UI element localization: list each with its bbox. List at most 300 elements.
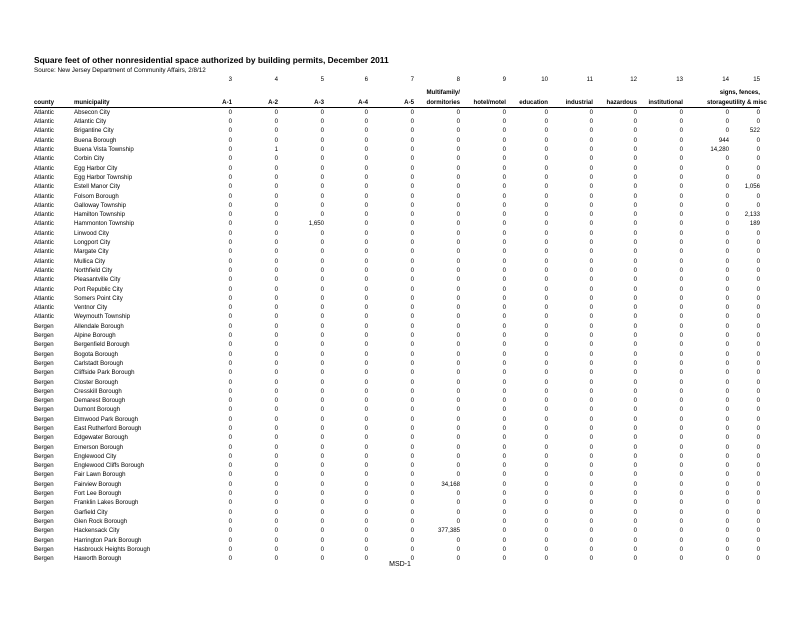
cell-county: Bergen: [34, 490, 54, 498]
cell-a4: 0: [364, 257, 368, 265]
cell-a4: 0: [364, 424, 368, 432]
cell-county: Atlantic: [34, 220, 54, 228]
cell-storage: 0: [725, 387, 729, 395]
cell-hotel: 0: [502, 434, 506, 442]
cell-municipality: Englewood City: [74, 452, 117, 460]
cell-multifamily: 0: [456, 341, 460, 349]
cell-a2: 1: [274, 146, 278, 154]
cell-a5: 0: [410, 201, 414, 209]
cell-a5: 0: [410, 257, 414, 265]
table-row: [34, 545, 760, 554]
cell-municipality: Hammonton Township: [74, 220, 135, 228]
cell-multifamily: 0: [456, 136, 460, 144]
cell-signs: 0: [756, 332, 760, 340]
cell-municipality: Hamilton Township: [74, 211, 126, 219]
cell-a4: 0: [364, 118, 368, 126]
cell-multifamily: 0: [456, 108, 460, 116]
cell-a4: 0: [364, 183, 368, 191]
cell-signs: 0: [756, 276, 760, 284]
column-number: 9: [502, 76, 506, 83]
header-a2: A-2: [232, 98, 278, 108]
cell-a2: 0: [274, 443, 278, 451]
cell-storage: 0: [725, 108, 729, 116]
cell-a1: 0: [228, 480, 232, 488]
cell-a5: 0: [410, 527, 414, 535]
cell-hotel: 0: [502, 350, 506, 358]
cell-a1: 0: [228, 499, 232, 507]
cell-a2: 0: [274, 471, 278, 479]
cell-a1: 0: [228, 118, 232, 126]
cell-hazardous: 0: [633, 183, 637, 191]
cell-institutional: 0: [679, 155, 683, 163]
cell-a4: 0: [364, 276, 368, 284]
cell-a4: 0: [364, 285, 368, 293]
cell-institutional: 0: [679, 108, 683, 116]
cell-hazardous: 0: [633, 527, 637, 535]
cell-education: 0: [544, 313, 548, 321]
cell-a4: 0: [364, 555, 368, 563]
cell-hazardous: 0: [633, 136, 637, 144]
cell-hotel: 0: [502, 397, 506, 405]
column-number: 13: [676, 76, 683, 83]
cell-industrial: 0: [589, 378, 593, 386]
cell-county: Bergen: [34, 527, 54, 535]
cell-a2: 0: [274, 397, 278, 405]
cell-signs: 0: [756, 136, 760, 144]
cell-multifamily: 0: [456, 285, 460, 293]
cell-hazardous: 0: [633, 341, 637, 349]
cell-a1: 0: [228, 452, 232, 460]
cell-a1: 0: [228, 248, 232, 256]
cell-county: Bergen: [34, 424, 54, 432]
cell-municipality: Closter Borough: [74, 378, 119, 386]
cell-municipality: Egg Harbor Township: [74, 173, 133, 181]
cell-signs: 0: [756, 164, 760, 172]
cell-education: 0: [544, 350, 548, 358]
cell-storage: 0: [725, 406, 729, 414]
cell-education: 0: [544, 462, 548, 470]
cell-a5: 0: [410, 322, 414, 330]
cell-education: 0: [544, 155, 548, 163]
cell-county: Atlantic: [34, 304, 54, 312]
cell-institutional: 0: [679, 555, 683, 563]
cell-a4: 0: [364, 545, 368, 553]
cell-a3: 0: [320, 248, 324, 256]
cell-education: 0: [544, 220, 548, 228]
cell-institutional: 0: [679, 304, 683, 312]
cell-education: 0: [544, 471, 548, 479]
cell-a5: 0: [410, 387, 414, 395]
cell-municipality: Longport City: [74, 239, 111, 247]
cell-storage: 0: [725, 341, 729, 349]
cell-a1: 0: [228, 276, 232, 284]
cell-a1: 0: [228, 517, 232, 525]
cell-multifamily: 0: [456, 127, 460, 135]
cell-a2: 0: [274, 183, 278, 191]
table-row: [34, 285, 760, 294]
cell-county: Atlantic: [34, 257, 54, 265]
cell-industrial: 0: [589, 508, 593, 516]
cell-storage: 0: [725, 517, 729, 525]
cell-storage: 0: [725, 322, 729, 330]
cell-a4: 0: [364, 313, 368, 321]
cell-a2: 0: [274, 462, 278, 470]
cell-multifamily: 0: [456, 462, 460, 470]
cell-hazardous: 0: [633, 499, 637, 507]
cell-multifamily: 0: [456, 257, 460, 265]
cell-signs: 0: [756, 201, 760, 209]
cell-a1: 0: [228, 378, 232, 386]
cell-a5: 0: [410, 183, 414, 191]
cell-industrial: 0: [589, 555, 593, 563]
cell-a5: 0: [410, 350, 414, 358]
cell-a3: 0: [320, 211, 324, 219]
cell-hazardous: 0: [633, 443, 637, 451]
cell-storage: 0: [725, 192, 729, 200]
cell-a2: 0: [274, 192, 278, 200]
column-number: 8: [456, 76, 460, 83]
cell-hotel: 0: [502, 183, 506, 191]
cell-a4: 0: [364, 406, 368, 414]
cell-a5: 0: [410, 155, 414, 163]
cell-industrial: 0: [589, 452, 593, 460]
cell-institutional: 0: [679, 164, 683, 172]
cell-signs: 0: [756, 555, 760, 563]
cell-municipality: Atlantic City: [74, 118, 107, 126]
cell-a5: 0: [410, 378, 414, 386]
cell-storage: 0: [725, 294, 729, 302]
cell-storage: 0: [725, 127, 729, 135]
cell-storage: 0: [725, 248, 729, 256]
cell-a2: 0: [274, 266, 278, 274]
cell-a2: 0: [274, 136, 278, 144]
cell-hotel: 0: [502, 341, 506, 349]
cell-institutional: 0: [679, 201, 683, 209]
cell-a1: 0: [228, 201, 232, 209]
header-institutional: institutional: [637, 98, 683, 108]
cell-signs: 0: [756, 369, 760, 377]
cell-storage: 0: [725, 257, 729, 265]
cell-county: Bergen: [34, 480, 54, 488]
cell-hotel: 0: [502, 173, 506, 181]
column-number: 15: [753, 76, 760, 83]
table-row: [34, 238, 760, 247]
cell-municipality: Margate City: [74, 248, 109, 256]
cell-county: Atlantic: [34, 239, 54, 247]
cell-storage: 0: [725, 285, 729, 293]
cell-a4: 0: [364, 146, 368, 154]
column-number: 14: [722, 76, 729, 83]
cell-county: Bergen: [34, 397, 54, 405]
cell-education: 0: [544, 146, 548, 154]
cell-municipality: Buena Borough: [74, 136, 117, 144]
cell-a3: 0: [320, 369, 324, 377]
cell-municipality: Egg Harbor City: [74, 164, 118, 172]
cell-a3: 0: [320, 322, 324, 330]
cell-a1: 0: [228, 369, 232, 377]
cell-multifamily: 0: [456, 276, 460, 284]
cell-education: 0: [544, 127, 548, 135]
table-row: [34, 424, 760, 433]
cell-education: 0: [544, 517, 548, 525]
cell-a5: 0: [410, 248, 414, 256]
cell-industrial: 0: [589, 313, 593, 321]
cell-signs: 0: [756, 341, 760, 349]
cell-a2: 0: [274, 294, 278, 302]
cell-a1: 0: [228, 555, 232, 563]
cell-a2: 0: [274, 173, 278, 181]
cell-municipality: Folsom Borough: [74, 192, 119, 200]
cell-a5: 0: [410, 276, 414, 284]
cell-storage: 0: [725, 480, 729, 488]
cell-county: Atlantic: [34, 136, 54, 144]
cell-hotel: 0: [502, 480, 506, 488]
cell-hazardous: 0: [633, 434, 637, 442]
table-row: [34, 154, 760, 163]
cell-a1: 0: [228, 173, 232, 181]
cell-hazardous: 0: [633, 220, 637, 228]
cell-institutional: 0: [679, 118, 683, 126]
cell-storage: 0: [725, 555, 729, 563]
table-row: [34, 387, 760, 396]
cell-a4: 0: [364, 136, 368, 144]
table-row: [34, 312, 760, 321]
cell-industrial: 0: [589, 127, 593, 135]
cell-a2: 0: [274, 480, 278, 488]
cell-education: 0: [544, 294, 548, 302]
cell-hazardous: 0: [633, 127, 637, 135]
cell-municipality: Garfield City: [74, 508, 108, 516]
table-row: [34, 433, 760, 442]
cell-a3: 0: [320, 257, 324, 265]
cell-a4: 0: [364, 173, 368, 181]
cell-a2: 0: [274, 517, 278, 525]
cell-multifamily: 0: [456, 443, 460, 451]
cell-signs: 0: [756, 294, 760, 302]
cell-education: 0: [544, 257, 548, 265]
cell-education: 0: [544, 387, 548, 395]
table-row: [34, 303, 760, 312]
cell-a4: 0: [364, 192, 368, 200]
cell-education: 0: [544, 424, 548, 432]
cell-industrial: 0: [589, 248, 593, 256]
report-title: Square feet of other nonresidential space authorized by building permits, December 2011: [34, 55, 389, 65]
cell-hotel: 0: [502, 155, 506, 163]
cell-institutional: 0: [679, 508, 683, 516]
table-row: [34, 396, 760, 405]
header-a1: A-1: [192, 98, 232, 108]
cell-a3: 0: [320, 536, 324, 544]
cell-institutional: 0: [679, 424, 683, 432]
cell-a4: 0: [364, 341, 368, 349]
cell-municipality: Hackensack City: [74, 527, 120, 535]
cell-multifamily: 0: [456, 517, 460, 525]
cell-industrial: 0: [589, 499, 593, 507]
cell-a2: 0: [274, 350, 278, 358]
cell-hazardous: 0: [633, 452, 637, 460]
cell-education: 0: [544, 434, 548, 442]
cell-a1: 0: [228, 490, 232, 498]
cell-signs: 0: [756, 452, 760, 460]
cell-hotel: 0: [502, 322, 506, 330]
cell-a4: 0: [364, 480, 368, 488]
cell-a4: 0: [364, 127, 368, 135]
cell-institutional: 0: [679, 276, 683, 284]
cell-a5: 0: [410, 294, 414, 302]
table-row: [34, 368, 760, 377]
header-a4: A-4: [324, 98, 368, 108]
cell-education: 0: [544, 443, 548, 451]
cell-a3: 0: [320, 434, 324, 442]
cell-hazardous: 0: [633, 239, 637, 247]
cell-a4: 0: [364, 266, 368, 274]
cell-industrial: 0: [589, 406, 593, 414]
cell-county: Bergen: [34, 359, 54, 367]
cell-county: Bergen: [34, 369, 54, 377]
cell-a4: 0: [364, 490, 368, 498]
cell-signs: 0: [756, 285, 760, 293]
cell-hotel: 0: [502, 211, 506, 219]
cell-multifamily: 0: [456, 424, 460, 432]
cell-municipality: Port Republic City: [74, 285, 123, 293]
cell-education: 0: [544, 536, 548, 544]
cell-education: 0: [544, 555, 548, 563]
cell-industrial: 0: [589, 490, 593, 498]
cell-hazardous: 0: [633, 211, 637, 219]
cell-a3: 0: [320, 146, 324, 154]
cell-hazardous: 0: [633, 471, 637, 479]
cell-education: 0: [544, 304, 548, 312]
cell-hotel: 0: [502, 118, 506, 126]
cell-a1: 0: [228, 508, 232, 516]
cell-institutional: 0: [679, 239, 683, 247]
cell-institutional: 0: [679, 471, 683, 479]
cell-storage: 0: [725, 508, 729, 516]
cell-municipality: Fair Lawn Borough: [74, 471, 126, 479]
cell-a1: 0: [228, 350, 232, 358]
cell-signs: 0: [756, 508, 760, 516]
table-row: [34, 219, 760, 228]
cell-signs: 0: [756, 387, 760, 395]
cell-a2: 0: [274, 499, 278, 507]
cell-a5: 0: [410, 108, 414, 116]
cell-a3: 0: [320, 192, 324, 200]
cell-multifamily: 0: [456, 452, 460, 460]
cell-a3: 0: [320, 545, 324, 553]
cell-a3: 0: [320, 499, 324, 507]
cell-multifamily: 0: [456, 332, 460, 340]
cell-institutional: 0: [679, 545, 683, 553]
cell-education: 0: [544, 285, 548, 293]
cell-storage: 0: [725, 443, 729, 451]
table-row: [34, 117, 760, 126]
cell-hotel: 0: [502, 406, 506, 414]
cell-education: 0: [544, 490, 548, 498]
table-row: [34, 517, 760, 526]
cell-institutional: 0: [679, 415, 683, 423]
cell-institutional: 0: [679, 322, 683, 330]
cell-a4: 0: [364, 332, 368, 340]
cell-storage: 0: [725, 462, 729, 470]
cell-county: Bergen: [34, 434, 54, 442]
cell-a4: 0: [364, 443, 368, 451]
cell-multifamily: 0: [456, 220, 460, 228]
cell-industrial: 0: [589, 276, 593, 284]
cell-a5: 0: [410, 480, 414, 488]
cell-a3: 0: [320, 490, 324, 498]
cell-multifamily: 0: [456, 359, 460, 367]
cell-hotel: 0: [502, 229, 506, 237]
cell-institutional: 0: [679, 490, 683, 498]
cell-a3: 0: [320, 173, 324, 181]
cell-a2: 0: [274, 127, 278, 135]
cell-multifamily: 0: [456, 313, 460, 321]
cell-a3: 0: [320, 155, 324, 163]
cell-a1: 0: [228, 313, 232, 321]
cell-a4: 0: [364, 164, 368, 172]
cell-institutional: 0: [679, 341, 683, 349]
cell-signs: 0: [756, 434, 760, 442]
cell-institutional: 0: [679, 183, 683, 191]
cell-a5: 0: [410, 462, 414, 470]
cell-a3: 0: [320, 480, 324, 488]
cell-storage: 0: [725, 173, 729, 181]
cell-hotel: 0: [502, 369, 506, 377]
cell-a4: 0: [364, 527, 368, 535]
cell-education: 0: [544, 452, 548, 460]
cell-education: 0: [544, 499, 548, 507]
cell-institutional: 0: [679, 173, 683, 181]
cell-a4: 0: [364, 369, 368, 377]
cell-a5: 0: [410, 555, 414, 563]
cell-signs: 0: [756, 266, 760, 274]
cell-signs: 0: [756, 415, 760, 423]
cell-a3: 0: [320, 517, 324, 525]
cell-county: Atlantic: [34, 201, 54, 209]
cell-a3: 0: [320, 201, 324, 209]
cell-storage: 0: [725, 527, 729, 535]
cell-a2: 0: [274, 248, 278, 256]
cell-education: 0: [544, 341, 548, 349]
cell-institutional: 0: [679, 192, 683, 200]
cell-a5: 0: [410, 192, 414, 200]
cell-a5: 0: [410, 313, 414, 321]
cell-municipality: Alpine Borough: [74, 332, 116, 340]
cell-multifamily: 0: [456, 164, 460, 172]
cell-county: Bergen: [34, 341, 54, 349]
cell-storage: 0: [725, 332, 729, 340]
cell-institutional: 0: [679, 248, 683, 256]
cell-a3: 0: [320, 359, 324, 367]
cell-institutional: 0: [679, 480, 683, 488]
cell-storage: 0: [725, 239, 729, 247]
cell-signs: 0: [756, 359, 760, 367]
cell-municipality: Mullica City: [74, 257, 106, 265]
cell-a2: 0: [274, 545, 278, 553]
cell-institutional: 0: [679, 499, 683, 507]
cell-hazardous: 0: [633, 173, 637, 181]
cell-municipality: Hasbrouck Heights Borough: [74, 545, 151, 553]
cell-education: 0: [544, 248, 548, 256]
cell-signs: 0: [756, 239, 760, 247]
table-row: [34, 247, 760, 256]
cell-a1: 0: [228, 146, 232, 154]
cell-multifamily: 0: [456, 155, 460, 163]
cell-hazardous: 0: [633, 248, 637, 256]
cell-a4: 0: [364, 536, 368, 544]
cell-industrial: 0: [589, 332, 593, 340]
cell-industrial: 0: [589, 443, 593, 451]
